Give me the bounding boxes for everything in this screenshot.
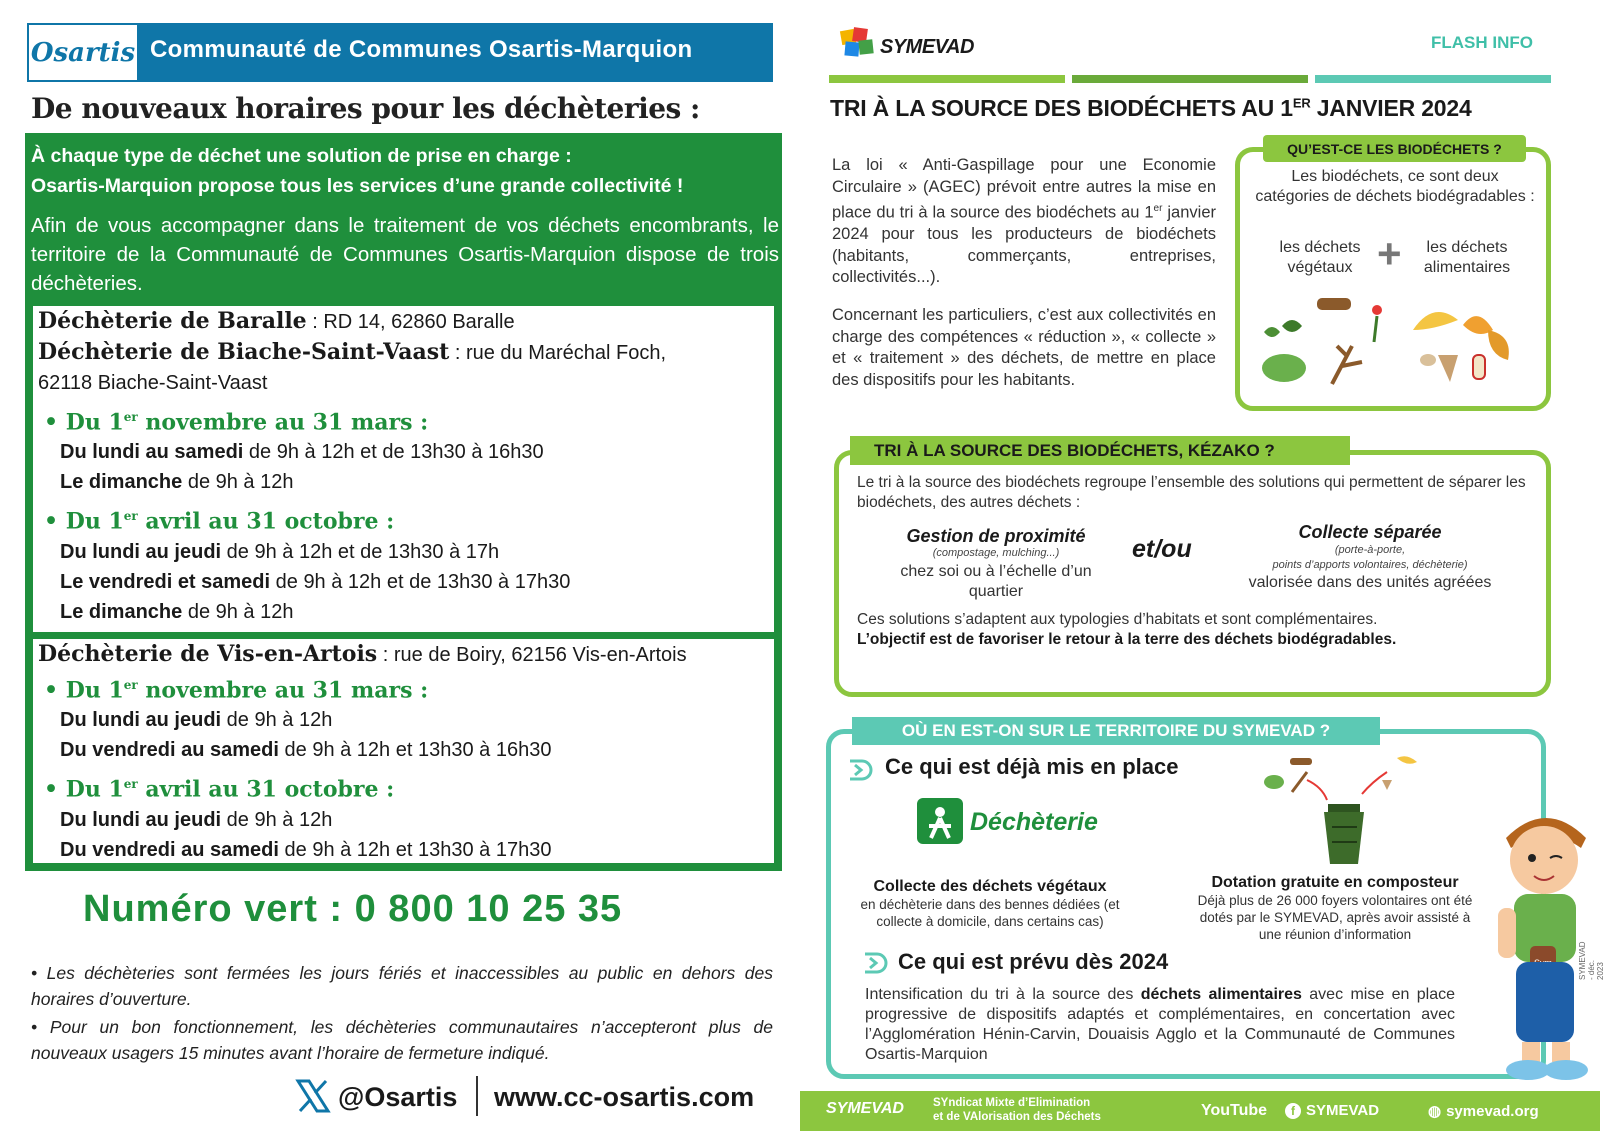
footer-logo: SYMEVAD bbox=[826, 1100, 904, 1117]
dotation-text: Déjà plus de 26 000 foyers volontaires ont été dotés par le SYMEVAD, après avoir assisté à une réunion d’information bbox=[1197, 893, 1473, 942]
schedule-line: Le vendredi et samedi de 9h à 12h et de 13h30 à 17h30 bbox=[60, 570, 571, 593]
flash-info-label: FLASH INFO bbox=[1431, 33, 1533, 52]
prevu-2024-heading: Ce qui est prévu dès 2024 bbox=[898, 949, 1169, 974]
period-winter: • Du 1er novembre au 31 mars : bbox=[44, 409, 429, 436]
credit-text: SYMEVAD - déc. 2023 bbox=[1578, 941, 1605, 980]
site-vis-en-artois: Déchèterie de Vis-en-Artois : rue de Boiry, 62156 Vis-en-Artois bbox=[38, 641, 687, 667]
collecte-separee-sub: (porte-à-porte, points d’apports volontaires, déchèterie) bbox=[1272, 544, 1468, 571]
dechetterie-label: Déchèterie bbox=[970, 808, 1098, 836]
schedule-line: Le dimanche de 9h à 12h bbox=[60, 600, 294, 623]
schedule-line: Du vendredi au samedi de 9h à 12h et 13h30 à 16h30 bbox=[60, 739, 552, 762]
note-closing-time: • Pour un bon fonctionnement, les déchèteries communautaires n’accepteront plus de nouveaux usagers 15 minutes avant l’horaire de fermeture indiqué. bbox=[31, 1017, 773, 1063]
plus-icon: + bbox=[1377, 230, 1402, 277]
kezako-tag: TRI À LA SOURCE DES BIODÉCHETS, KÉZAKO ? bbox=[850, 436, 1350, 465]
header-title: Communauté de Communes Osartis-Marquion bbox=[150, 36, 693, 63]
twitter-handle[interactable]: @Osartis bbox=[338, 1082, 458, 1112]
period-summer: • Du 1er avril au 31 octobre : bbox=[44, 508, 395, 535]
food-waste-illustration bbox=[1408, 300, 1528, 390]
arrow-right-icon bbox=[863, 952, 887, 974]
stripe-2 bbox=[1072, 75, 1308, 83]
dechetterie-box-2 bbox=[33, 639, 774, 863]
facebook-link[interactable]: f SYMEVAD bbox=[1285, 1102, 1379, 1119]
deja-en-place-heading: Ce qui est déjà mis en place bbox=[885, 754, 1179, 779]
biodechets-tag: QU’EST-CE LES BIODÉCHETS ? bbox=[1263, 135, 1526, 162]
composteur-illustration bbox=[1262, 752, 1442, 870]
youtube-icon[interactable]: YouTube bbox=[1201, 1102, 1268, 1119]
divider bbox=[476, 1076, 478, 1116]
globe-icon: ◍ bbox=[1428, 1103, 1442, 1120]
period-summer: • Du 1er avril au 31 octobre : bbox=[44, 776, 395, 803]
stripe-1 bbox=[829, 75, 1065, 83]
gestion-proximite-text: chez soi ou à l’échelle d’un quartier bbox=[900, 563, 1092, 600]
site-baralle: Déchèterie de Baralle : RD 14, 62860 Baralle bbox=[38, 308, 515, 334]
right-title: TRI À LA SOURCE DES BIODÉCHETS AU 1ER JANVIER 2024 bbox=[830, 95, 1472, 121]
gestion-proximite-title: Gestion de proximité bbox=[906, 526, 1086, 546]
schedule-line: Du lundi au jeudi de 9h à 12h bbox=[60, 808, 333, 831]
dechets-vegetaux-label: les déchets végétaux bbox=[1279, 239, 1361, 276]
gestion-proximite-sub: (compostage, mulching...) bbox=[932, 547, 1060, 559]
schedule-line: Du lundi au jeudi de 9h à 12h bbox=[60, 709, 333, 732]
osartis-logo: Osartis bbox=[29, 25, 137, 80]
arrow-right-icon bbox=[848, 759, 872, 781]
collecte-separee-title: Collecte séparée bbox=[1298, 522, 1442, 542]
note-closed-holidays: • Les déchèteries sont fermées les jours fériés et inaccessibles au public en dehors des horaires d’ouverture. bbox=[31, 963, 773, 1009]
x-twitter-icon[interactable] bbox=[295, 1078, 331, 1114]
collecte-vegetaux-text: en déchèterie dans des bennes dédiées (et collecte à domicile, dans certains cas) bbox=[860, 897, 1120, 929]
schedule-line: Le dimanche de 9h à 12h bbox=[60, 471, 294, 494]
schedule-line: Du lundi au samedi de 9h à 12h et de 13h30 à 16h30 bbox=[60, 441, 544, 464]
territoire-tag: OÙ EN EST-ON SUR LE TERRITOIRE DU SYMEVAD ? bbox=[852, 717, 1380, 745]
footer-description: SYndicat Mixte d’Elimination et de VAlorisation des Déchets bbox=[933, 1097, 1101, 1123]
stripe-3 bbox=[1315, 75, 1551, 83]
dotation-title: Dotation gratuite en composteur bbox=[1211, 874, 1459, 891]
kezako-intro: Le tri à la source des biodéchets regroupe l’ensemble des solutions qui permettent de séparer les biodéchets, des autres déchets : bbox=[857, 474, 1526, 511]
et-ou-label: et/ou bbox=[1132, 535, 1192, 563]
facebook-icon: f bbox=[1285, 1103, 1301, 1119]
symevad-logo-text: SYMEVAD bbox=[880, 36, 974, 58]
green-waste-illustration bbox=[1262, 296, 1392, 388]
dechetterie-icon bbox=[917, 798, 963, 844]
period-winter: • Du 1er novembre au 31 mars : bbox=[44, 677, 429, 704]
site-biache: Déchèterie de Biache-Saint-Vaast : rue du Maréchal Foch, bbox=[38, 339, 667, 365]
prevu-2024-text: Intensification du tri à la source des déchets alimentaires avec mise en place progressive de dispositifs adaptés et complémentaires, en concertation avec l’Agglomération Hénin-Carvin, Douaisis Agglo et la Communauté de Communes Osartis-Marquion bbox=[865, 986, 1456, 1063]
kezako-solutions: Ces solutions s’adaptent aux typologies d’habitats et sont complémentaires. L’objectif est de favoriser le retour à la terre des déchets biodégradables. bbox=[857, 611, 1397, 648]
symevad-website-link[interactable]: ◍ symevad.org bbox=[1428, 1103, 1539, 1120]
site-biache-address: 62118 Biache-Saint-Vaast bbox=[38, 372, 268, 394]
biodechets-definition: Les biodéchets, ce sont deux catégories de déchets biodégradables : bbox=[1255, 168, 1535, 205]
intro-text: Afin de vous accompagner dans le traitement de vos déchets encombrants, le territoire de la Communauté de Communes Osartis-Marquion dispose de trois déchèteries. bbox=[31, 214, 779, 295]
collecte-vegetaux-title: Collecte des déchets végétaux bbox=[873, 878, 1107, 895]
main-heading: De nouveaux horaires pour les déchèteries : bbox=[31, 92, 700, 125]
collecte-separee-text: valorisée dans des unités agréées bbox=[1248, 574, 1492, 591]
intro-bold-line2: Osartis-Marquion propose tous les services d’une grande collectivité ! bbox=[31, 175, 684, 197]
dechets-alimentaires-label: les déchets alimentaires bbox=[1423, 239, 1511, 276]
particuliers-paragraph: Concernant les particuliers, c’est aux collectivités en charge des compétences « réduction », « collecte » et « traitement » des déchets, de mettre en place des dispositifs pour les habitants. bbox=[832, 306, 1216, 389]
intro-bold-line1: À chaque type de déchet une solution de prise en charge : bbox=[31, 145, 572, 167]
schedule-line: Du vendredi au samedi de 9h à 12h et 13h30 à 17h30 bbox=[60, 838, 552, 861]
agec-paragraph: La loi « Anti-Gaspillage pour une Economie Circulaire » (AGEC) prévoit entre autres la mise en place du tri à la source des biodéchets au 1er janvier 2024 pour tous les producteurs de biodéchets (habitants, commerçants, entreprises, collectivités...). bbox=[832, 156, 1216, 286]
intro-bold bbox=[31, 141, 771, 201]
website-link[interactable]: www.cc-osartis.com bbox=[494, 1082, 755, 1112]
dechetterie-box-1 bbox=[33, 306, 774, 632]
numero-vert: Numéro vert : 0 800 10 25 35 bbox=[83, 888, 623, 930]
schedule-line: Du lundi au jeudi de 9h à 12h et de 13h30 à 17h bbox=[60, 540, 500, 563]
